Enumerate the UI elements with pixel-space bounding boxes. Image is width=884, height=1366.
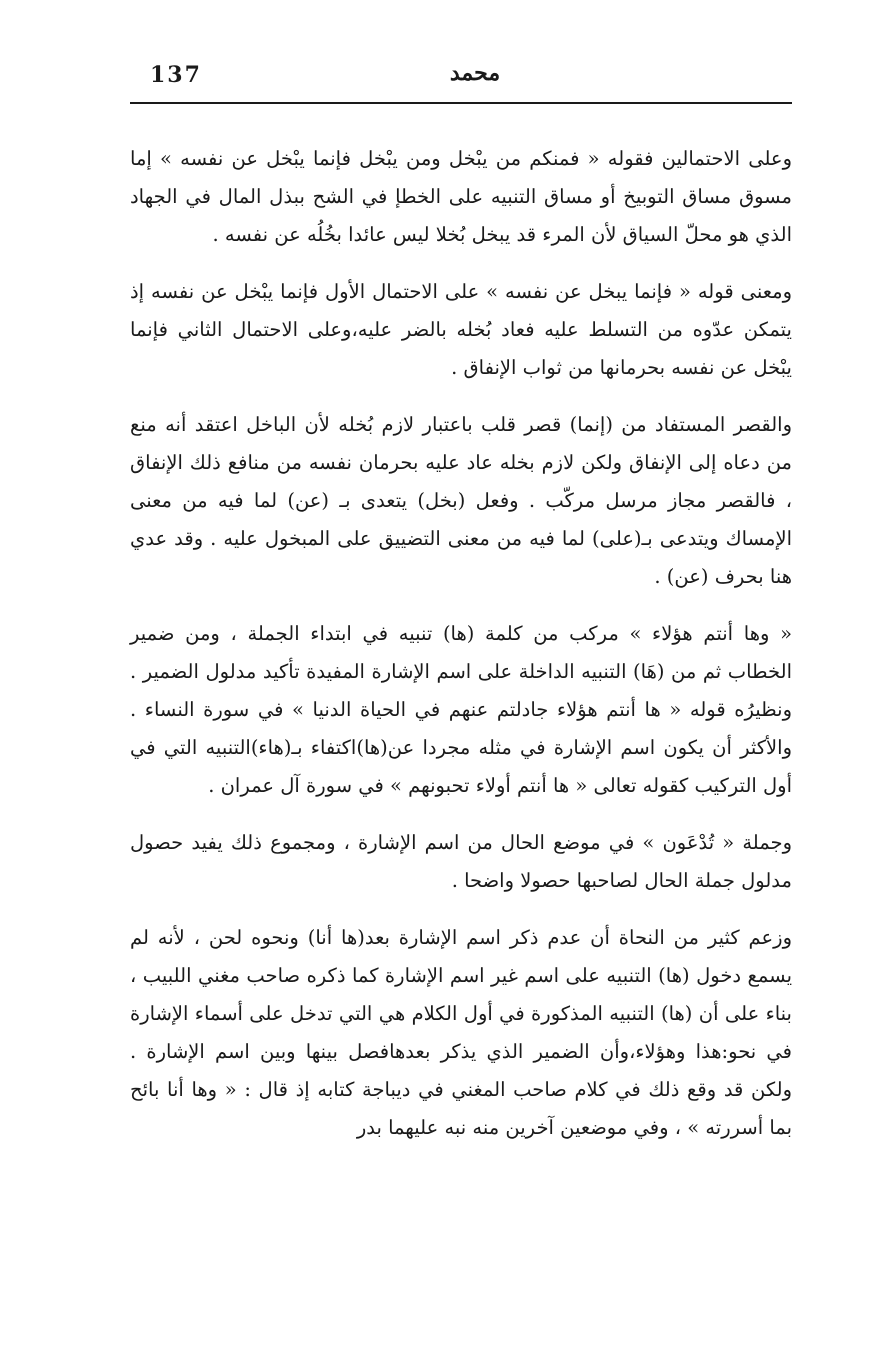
paragraph-1: وعلى الاحتمالين فقوله « فمنكم من يبْخل ومن يبْخل فإنما يبْخل عن نفسه » إما مسوق مساق التوبيخ أو مساق التنبيه على الخطإ في الشح ببذل المال في الجهاد الذي هو محلّ السياق لأن المرء قد يبخل بُخلا ليس عائدا بخُلُه عن نفسه . bbox=[130, 147, 792, 246]
body-text bbox=[130, 140, 792, 1147]
paragraph-5: وجملة « تُدْعَون » في موضع الحال من اسم الإشارة ، ومجموع ذلك يفيد حصول مدلول جملة الحال لصاحبها حصولا واضحا . bbox=[130, 831, 792, 892]
header-rule bbox=[130, 102, 792, 104]
paragraph-3: والقصر المستفاد من (إنما) قصر قلب باعتبار لازم بُخله لأن الباخل اعتقد أنه منع من دعاه إلى الإنفاق ولكن لازم بخله عاد عليه بحرمان نفسه من منافع ذلك الإنفاق ، فالقصر مجاز مرسل مركّب . وفعل (بخل) يتعدى بـ (عن) لما فيه من معنى الإمساك ويتدعى بـ(على) لما فيه من معنى التضييق على المبخول عليه . وقد عدي هنا بحرف (عن) . bbox=[130, 413, 792, 588]
running-header bbox=[130, 58, 792, 102]
paragraph-6: وزعم كثير من النحاة أن عدم ذكر اسم الإشارة بعد(ها أنا) ونحوه لحن ، لأنه لم يسمع دخول (ها) التنبيه على اسم غير اسم الإشارة كما ذكره صاحب مغني اللبيب ، بناء على أن (ها) التنبيه المذكورة في أول الكلام هي التي تدخل على أسماء الإشارة في نحو:هذا وهؤلاء،وأن الضمير الذي يذكر بعدهافصل بينها وبين اسم الإشارة . ولكن قد وقع ذلك في كلام صاحب المغني في ديباجة كتابه إذ قال : « وها أنا بائح بما أسررته » ، وفي موضعين آخرين منه نبه عليهما بدر bbox=[130, 926, 792, 1139]
paragraph-2: ومعنى قوله « فإنما يبخل عن نفسه » على الاحتمال الأول فإنما يبْخل عن نفسه إذ يتمكن عدّوه من التسلط عليه فعاد بُخله بالضر عليه،وعلى الاحتمال الثاني فإنما يبْخل عن نفسه بحرمانها من ثواب الإنفاق . bbox=[130, 280, 792, 379]
running-title: محمد bbox=[449, 60, 501, 86]
page-number: 137 bbox=[150, 62, 202, 88]
paragraph-4: « وها أنتم هؤلاء » مركب من كلمة (ها) تنبيه في ابتداء الجملة ، ومن ضمير الخطاب ثم من (هَا) التنبيه الداخلة على اسم الإشارة المفيدة تأكيد مدلول الضمير . ونظيرُه قوله « ها أنتم هؤلاء جادلتم عنهم في الحياة الدنيا » في سورة النساء . والأكثر أن يكون اسم الإشارة في مثله مجردا عن(ها)اكتفاء بـ(هاء)التنبيه التي في أول التركيب كقوله تعالى « ها أنتم أولاء تحبونهم » في سورة آل عمران . bbox=[130, 622, 792, 797]
